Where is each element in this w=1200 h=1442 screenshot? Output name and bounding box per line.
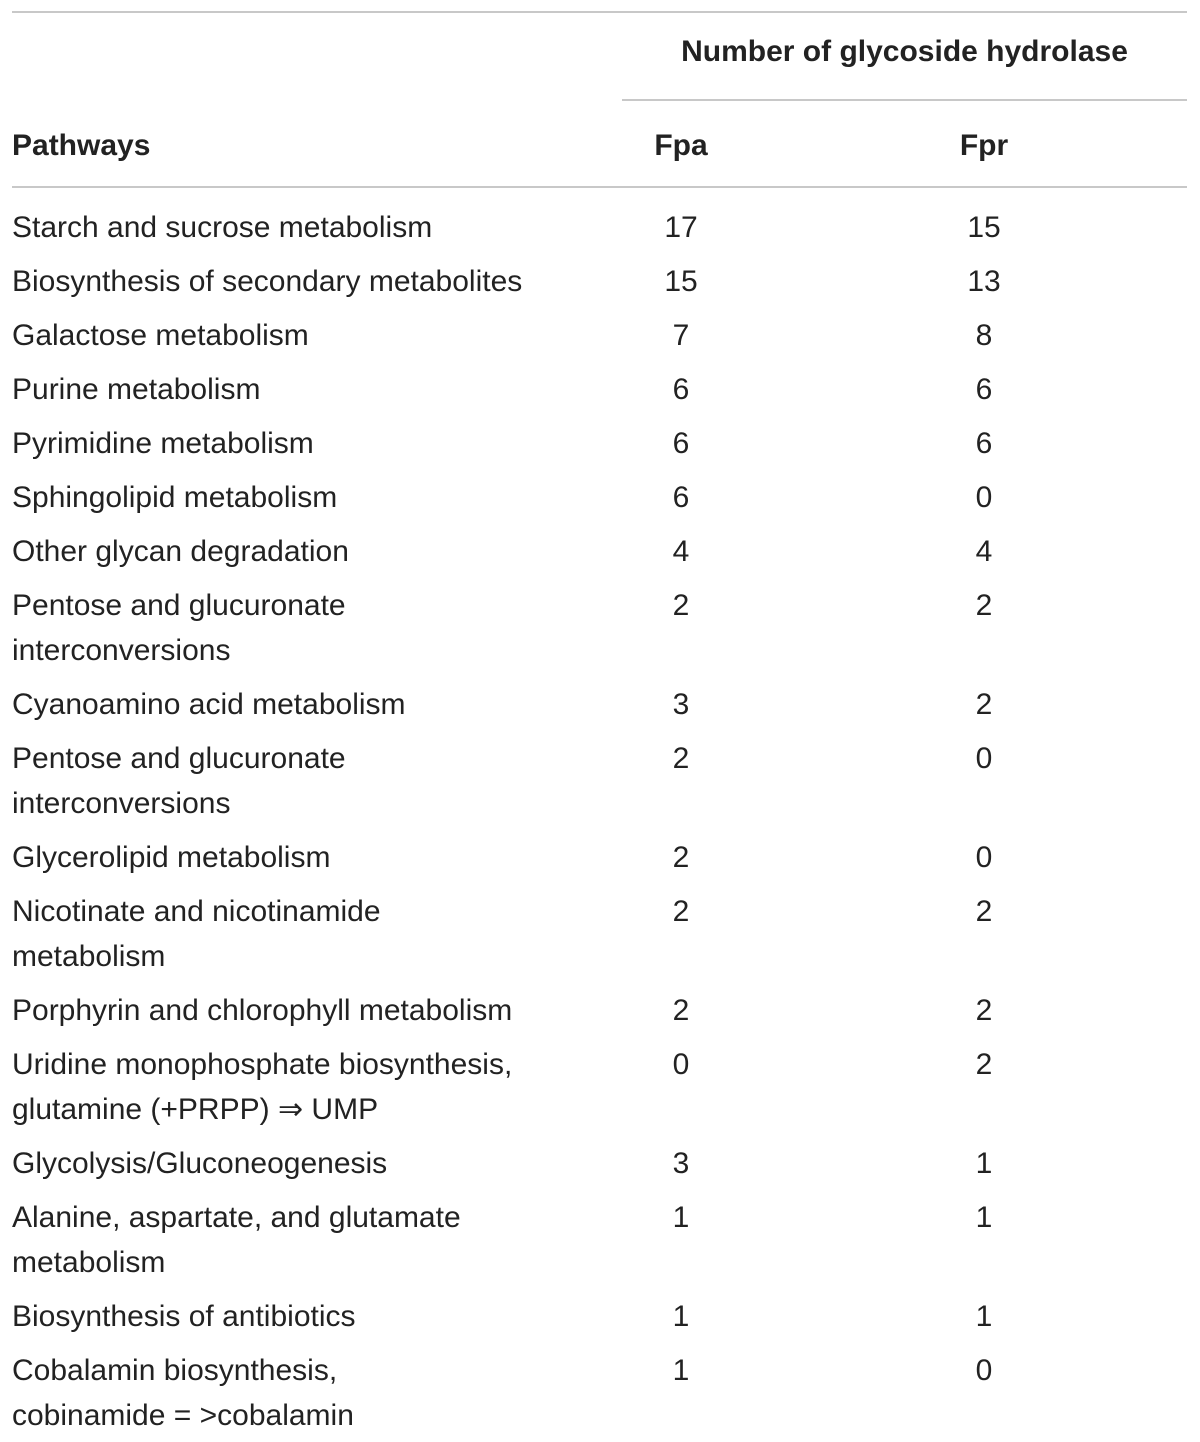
pathway-name-line: Uridine monophosphate biosynthesis, <box>12 1047 513 1081</box>
pathway-name-line: Pentose and glucuronate <box>12 588 346 622</box>
fpa-value: 6 <box>672 426 690 460</box>
fpa-value: 2 <box>672 741 690 775</box>
pathway-name-line: Glycerolipid metabolism <box>12 840 331 874</box>
table-row <box>0 254 1200 308</box>
table-row <box>0 470 1200 524</box>
table-row <box>0 1190 1200 1289</box>
table-row <box>0 983 1200 1037</box>
pathway-name-line: Nicotinate and nicotinamide <box>12 894 381 928</box>
pathway-name-line: Starch and sucrose metabolism <box>12 210 433 244</box>
column-header-fpa: Fpa <box>654 129 708 162</box>
pathway-name <box>12 367 572 412</box>
pathway-name <box>12 529 572 574</box>
fpr-value: 0 <box>975 1353 993 1387</box>
pathway-name <box>12 1348 572 1438</box>
fpa-value: 17 <box>664 210 698 244</box>
pathway-name <box>12 835 572 880</box>
table-row <box>0 200 1200 254</box>
pathway-name-line: Biosynthesis of secondary metabolites <box>12 264 523 298</box>
table-row <box>0 578 1200 677</box>
fpa-value: 1 <box>672 1200 690 1234</box>
fpr-value: 1 <box>975 1200 993 1234</box>
fpa-value: 2 <box>672 894 690 928</box>
pathway-name <box>12 421 572 466</box>
pathway-name-line: Biosynthesis of antibiotics <box>12 1299 356 1333</box>
pathway-name <box>12 1042 572 1132</box>
fpr-value: 0 <box>975 480 993 514</box>
fpr-value: 2 <box>975 894 993 928</box>
pathway-name-line: Galactose metabolism <box>12 318 309 352</box>
column-header-fpr: Fpr <box>959 129 1009 162</box>
pathway-name <box>12 988 572 1033</box>
fpa-value: 6 <box>672 372 690 406</box>
pathway-name-line: Purine metabolism <box>12 372 261 406</box>
table-row <box>0 524 1200 578</box>
fpr-value: 2 <box>975 993 993 1027</box>
table-body <box>0 200 1200 1442</box>
table-row <box>0 308 1200 362</box>
fpr-value: 8 <box>975 318 993 352</box>
fpr-value: 2 <box>975 687 993 721</box>
fpr-value: 6 <box>975 372 993 406</box>
fpr-value: 2 <box>975 1047 993 1081</box>
fpr-value: 6 <box>975 426 993 460</box>
pathway-name <box>12 475 572 520</box>
pathway-name-line: Alanine, aspartate, and glutamate <box>12 1200 461 1234</box>
pathway-name-line: glutamine (+PRPP) ⇒ UMP <box>12 1092 379 1126</box>
pathway-name <box>12 313 572 358</box>
group-header-rule <box>622 99 1187 101</box>
pathway-name <box>12 583 572 673</box>
pathway-name-line: cobinamide = >cobalamin <box>12 1398 354 1432</box>
fpa-value: 3 <box>672 1146 690 1180</box>
pathway-name-line: Cobalamin biosynthesis, <box>12 1353 338 1387</box>
pathway-name <box>12 205 572 250</box>
fpa-value: 2 <box>672 840 690 874</box>
pathway-name-line: Porphyrin and chlorophyll metabolism <box>12 993 513 1027</box>
fpr-value: 0 <box>975 840 993 874</box>
fpa-value: 1 <box>672 1299 690 1333</box>
table-row <box>0 416 1200 470</box>
fpr-value: 0 <box>975 741 993 775</box>
pathway-name-line: interconversions <box>12 633 231 667</box>
fpr-value: 2 <box>975 588 993 622</box>
fpa-value: 4 <box>672 534 690 568</box>
fpa-value: 1 <box>672 1353 690 1387</box>
pathway-name <box>12 736 572 826</box>
column-header-pathways: Pathways <box>12 129 151 162</box>
pathway-name-line: Glycolysis/Gluconeogenesis <box>12 1146 388 1180</box>
table-row <box>0 1136 1200 1190</box>
fpa-value: 2 <box>672 993 690 1027</box>
pathway-name-line: metabolism <box>12 1245 166 1279</box>
table-row <box>0 884 1200 983</box>
table-row <box>0 1037 1200 1136</box>
table-row <box>0 362 1200 416</box>
pathway-name <box>12 1294 572 1339</box>
table-row <box>0 731 1200 830</box>
fpa-value: 7 <box>672 318 690 352</box>
table-row <box>0 1289 1200 1343</box>
fpr-value: 15 <box>967 210 1001 244</box>
fpr-value: 1 <box>975 1299 993 1333</box>
fpr-value: 1 <box>975 1146 993 1180</box>
pathway-name <box>12 1141 572 1186</box>
pathway-name-line: Pentose and glucuronate <box>12 741 346 775</box>
pathway-name-line: interconversions <box>12 786 231 820</box>
fpr-value: 13 <box>967 264 1001 298</box>
pathway-name <box>12 259 572 304</box>
fpa-value: 2 <box>672 588 690 622</box>
fpa-value: 3 <box>672 687 690 721</box>
top-rule <box>12 11 1187 13</box>
pathway-name-line: Cyanoamino acid metabolism <box>12 687 406 721</box>
fpr-value: 4 <box>975 534 993 568</box>
header-rule <box>12 186 1187 188</box>
fpa-value: 15 <box>664 264 698 298</box>
table-row <box>0 677 1200 731</box>
pathway-name-line: Other glycan degradation <box>12 534 349 568</box>
fpa-value: 6 <box>672 480 690 514</box>
pathway-name-line: metabolism <box>12 939 166 973</box>
pathway-name <box>12 1195 572 1285</box>
pathway-name-line: Sphingolipid metabolism <box>12 480 338 514</box>
pathway-name-line: Pyrimidine metabolism <box>12 426 314 460</box>
group-header: Number of glycoside hydrolase <box>681 35 1128 68</box>
pathway-name <box>12 682 572 727</box>
pathway-name <box>12 889 572 979</box>
table-row <box>0 1343 1200 1442</box>
fpa-value: 0 <box>672 1047 690 1081</box>
table-row <box>0 830 1200 884</box>
